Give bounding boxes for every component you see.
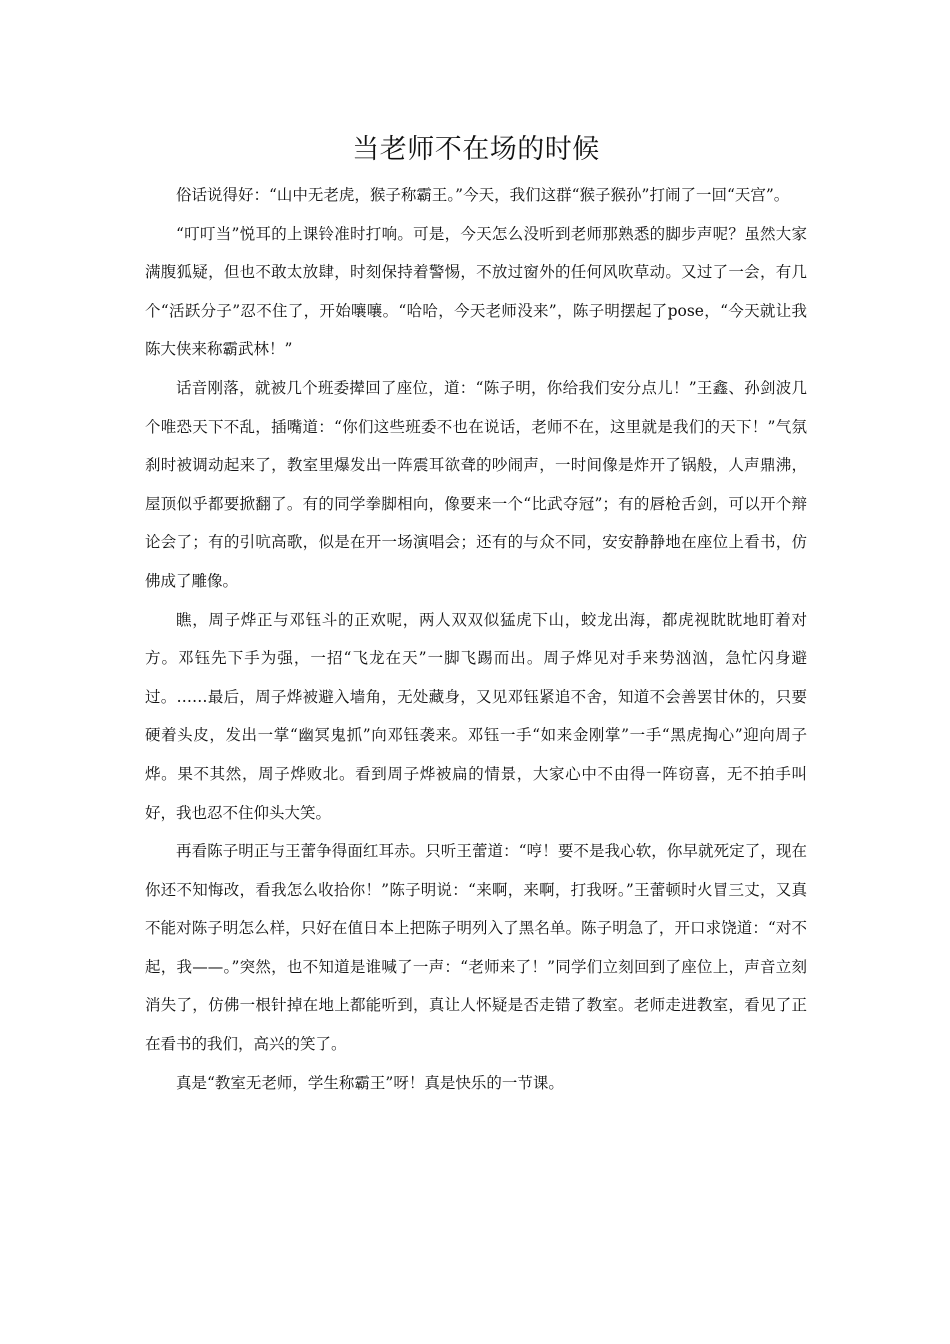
paragraph-6: 真是“教室无老师，学生称霸王”呀！真是快乐的一节课。 bbox=[176, 1073, 564, 1092]
essay-title: 当老师不在场的时候 bbox=[352, 134, 600, 165]
paragraph-4: 瞧，周子烨正与邓钰斗的正欢呢，两人双双似猛虎下山，蛟龙出海，都虎视眈眈地盯着对方。邓钰先下手为强，一招“飞龙在天”一脚飞踢而出。周子烨见对手来势汹汹，急忙闪身避过。……最后，周子烨被避入墙角，无处藏身，又见邓钰紧追不舍，知道不会善罢甘休的，只要硬着头皮，发出一掌“幽冥鬼抓”向邓钰袭来。邓钰一手“如来金刚掌”一手“黑虎掏心”迎向周子烨。果不其然，周子烨败北。看到周子烨被扁的情景，大家心中不由得一阵窃喜，无不拍手叫好，我也忍不住仰头大笑。 bbox=[145, 610, 807, 822]
paragraph-3: 话音刚落，就被几个班委撵回了座位，道：“陈子明，你给我们安分点儿！”王鑫、孙剑波几个唯恐天下不乱，插嘴道：“你们这些班委不也在说话，老师不在，这里就是我们的天下！”气氛刹时被调动起来了，教室里爆发出一阵震耳欲聋的吵闹声，一时间像是炸开了锅般，人声鼎沸，屋顶似乎都要掀翻了。有的同学拳脚相向，像要来一个“比武夺冠”；有的唇枪舌剑，可以开个辩论会了；有的引吭高歌，似是在开一场演唱会；还有的与众不同，安安静静地在座位上看书，仿佛成了雕像。 bbox=[145, 378, 807, 590]
paragraph-1: 俗话说得好：“山中无老虎，猴子称霸王。”今天，我们这群“猴子猴孙”打闹了一回“天宫”。 bbox=[176, 186, 790, 204]
essay-body bbox=[145, 128, 807, 1102]
paragraph-2: “叮叮当”悦耳的上课铃准时打响。可是，今天怎么没听到老师那熟悉的脚步声呢？虽然大家满腹狐疑，但也不敢太放肆，时刻保持着警惕，不放过窗外的任何风吹草动。又过了一会，有几个“活跃分子”忍不住了，开始嚷嚷。“哈哈，今天老师没来”，陈子明摆起了pose，“今天就让我陈大侠来称霸武林！” bbox=[145, 224, 807, 359]
paragraph-5: 再看陈子明正与王蕾争得面红耳赤。只听王蕾道：“哼！要不是我心软，你早就死定了，现在你还不知悔改，看我怎么收拾你！”陈子明说：“来啊，来啊，打我呀。”王蕾顿时火冒三丈，又真不能对陈子明怎么样，只好在值日本上把陈子明列入了黑名单。陈子明急了，开口求饶道：“对不起，我——。”突然，也不知道是谁喊了一声：“老师来了！”同学们立刻回到了座位上，声音立刻消失了，仿佛一根针掉在地上都能听到，真让人怀疑是否走错了教室。老师走进教室，看见了正在看书的我们，高兴的笑了。 bbox=[145, 842, 807, 1054]
